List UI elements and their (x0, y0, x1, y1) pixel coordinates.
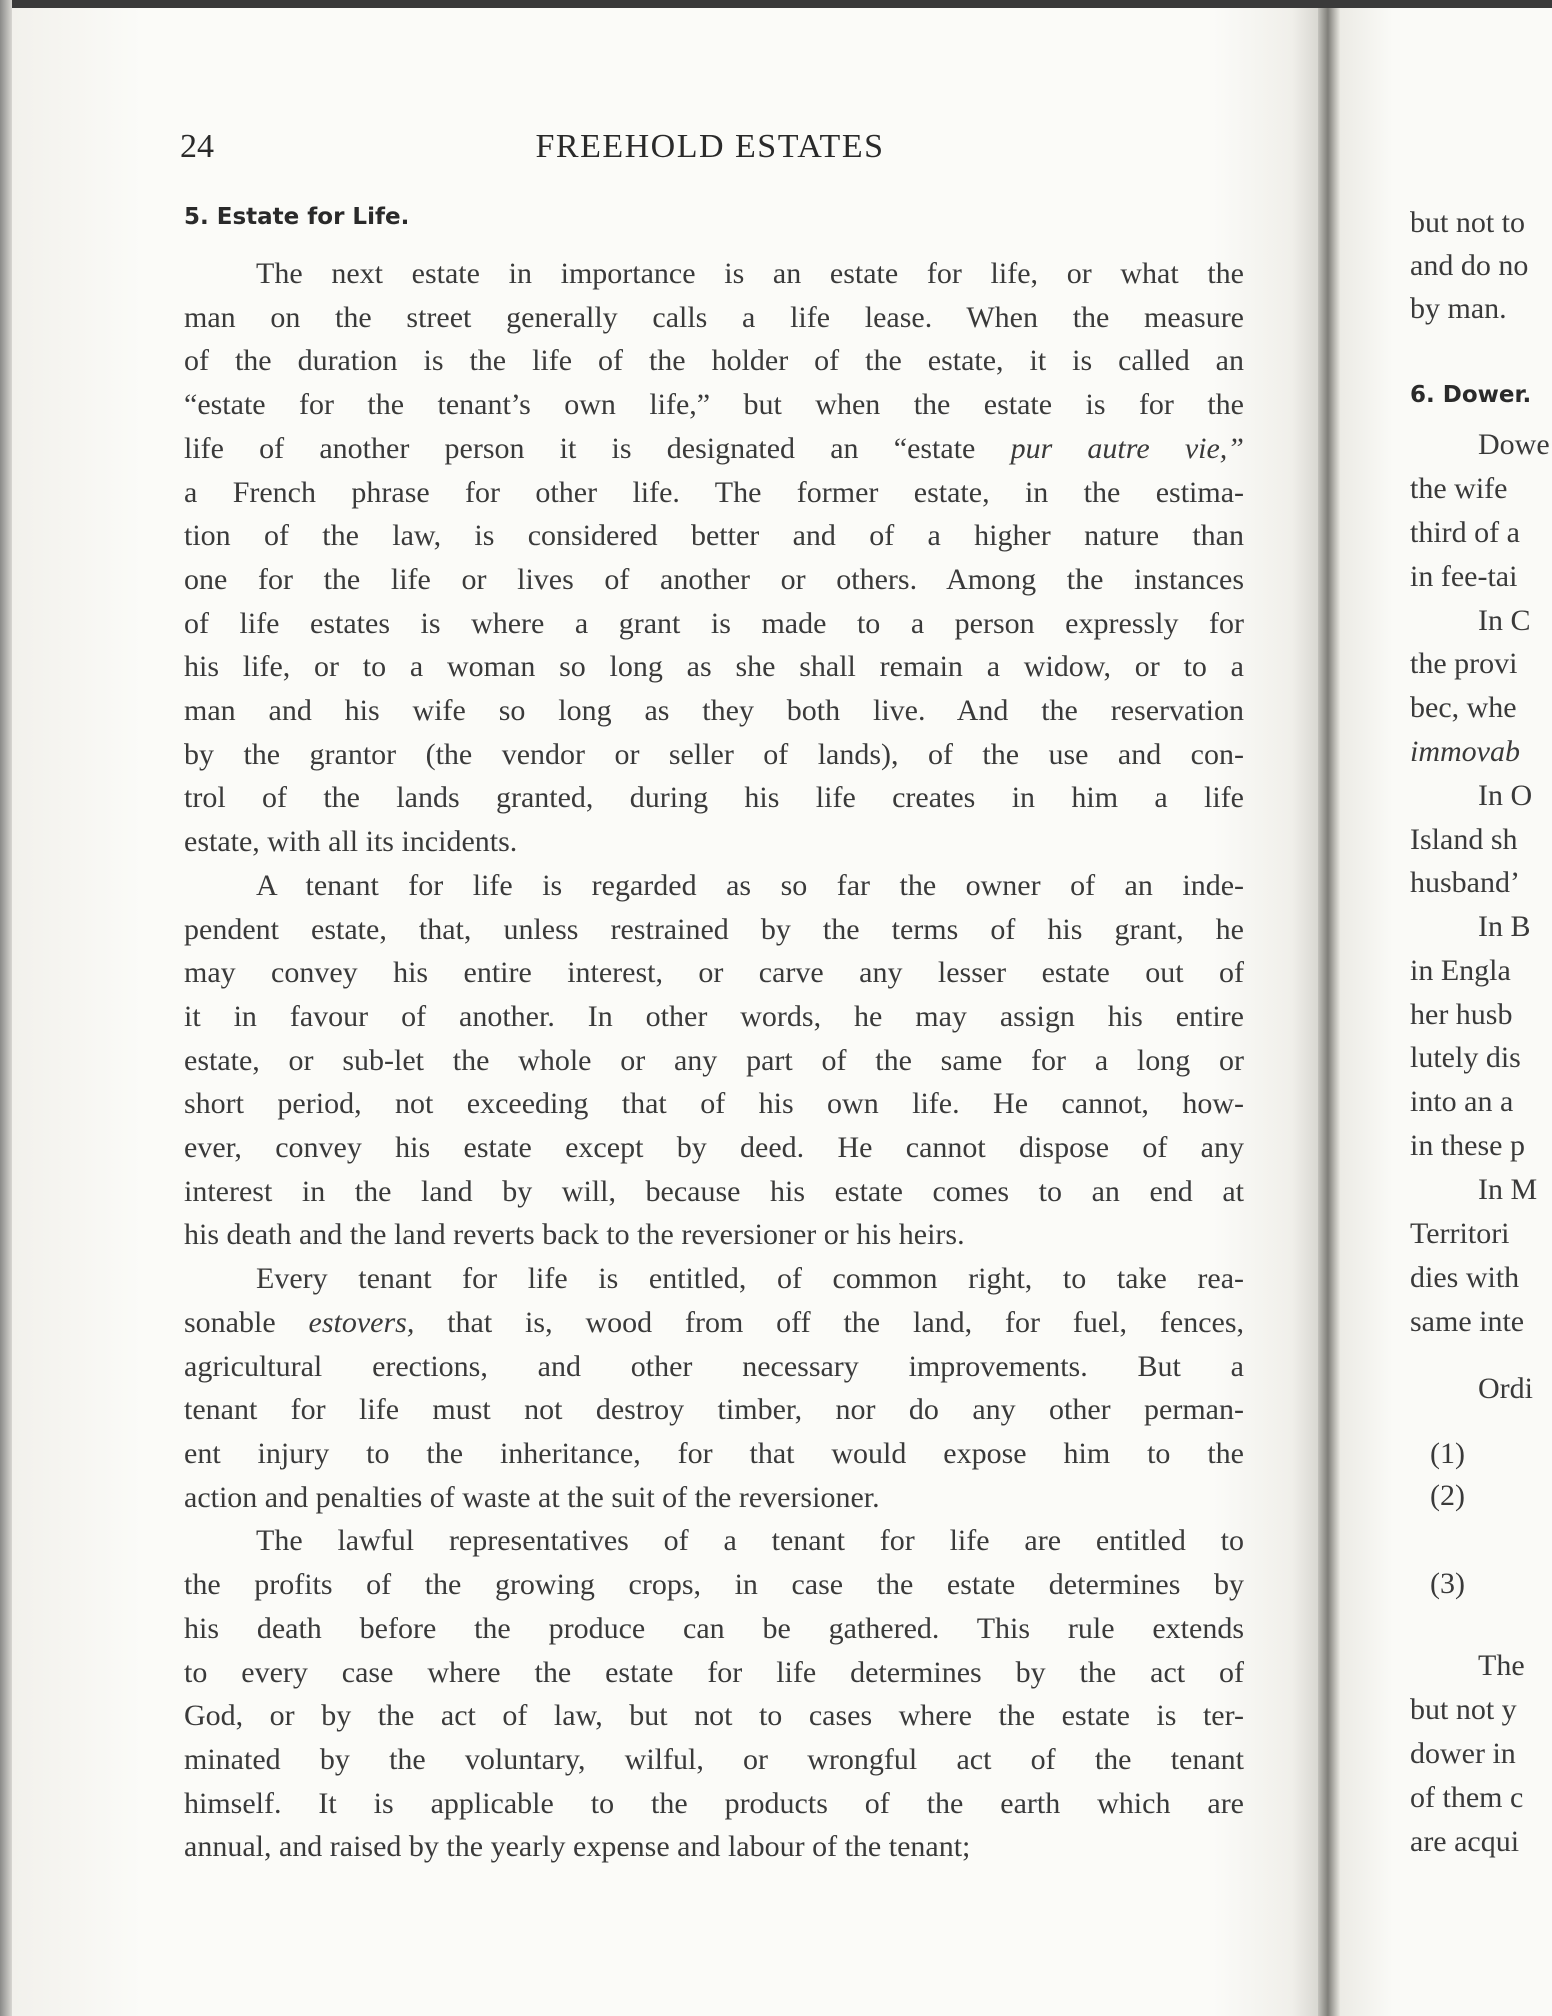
text-line: by the grantor (the vendor or seller of lands), of the use and con- (184, 737, 1244, 771)
facing-text-line: immovab (1410, 735, 1520, 768)
paragraph (184, 252, 1244, 864)
book-gutter (1318, 8, 1340, 2016)
text-line: life of another person it is designated an “estate pur autre vie,” (184, 431, 1244, 465)
text-line: action and penalties of waste at the suit of the reversioner. (184, 1480, 880, 1514)
text-line: tenant for life must not destroy timber, nor do any other perman- (184, 1393, 1244, 1427)
facing-text-line: (3) (1430, 1567, 1465, 1600)
facing-text-line: Dowe (1478, 428, 1550, 461)
facing-text-line: The (1478, 1649, 1525, 1682)
facing-text-line: (2) (1430, 1479, 1465, 1512)
text-line: pendent estate, that, unless restrained by the terms of his grant, he (184, 912, 1244, 946)
body-text (184, 252, 1244, 1869)
text-line: his death and the land reverts back to the reversioner or his heirs. (184, 1218, 965, 1252)
text-line: short period, not exceeding that of his own life. He cannot, how- (184, 1087, 1244, 1121)
text-line: may convey his entire interest, or carve any lesser estate out of (184, 956, 1244, 990)
facing-text-line: In O (1478, 779, 1533, 812)
facing-text-line: dower in (1410, 1737, 1516, 1770)
text-line: it in favour of another. In other words, he may assign his entire (184, 999, 1244, 1033)
text-line: annual, and raised by the yearly expense and labour of the tenant; (184, 1830, 971, 1864)
facing-text-line: lutely dis (1410, 1041, 1521, 1074)
facing-section-heading: 6. Dower. (1410, 382, 1532, 408)
text-line: trol of the lands granted, during his life creates in him a life (184, 781, 1244, 815)
facing-text-line: in fee-tai (1410, 560, 1518, 593)
facing-page-text (1410, 0, 1552, 2016)
facing-text-line: Island sh (1410, 823, 1518, 856)
text-line: ent injury to the inheritance, for that would expose him to the (184, 1436, 1244, 1470)
text-line: tion of the law, is considered better and of a higher nature than (184, 519, 1244, 553)
facing-text-line: but not y (1410, 1693, 1517, 1726)
text-line: sonable estovers, that is, wood from off the land, for fuel, fences, (184, 1305, 1244, 1339)
page-header (180, 128, 1240, 168)
facing-text-line: In B (1478, 910, 1531, 943)
text-line: estate, with all its incidents. (184, 825, 518, 859)
facing-text-line: In M (1478, 1173, 1538, 1206)
facing-text-line: In C (1478, 604, 1531, 637)
text-line: his death before the produce can be gathered. This rule extends (184, 1611, 1244, 1645)
text-line: A tenant for life is regarded as so far the owner of an inde- (256, 868, 1244, 902)
text-line: to every case where the estate for life determines by the act of (184, 1655, 1244, 1689)
paragraph (184, 1519, 1244, 1869)
facing-text-line: Ordi (1478, 1372, 1533, 1405)
scan-top-edge (0, 0, 1552, 8)
text-line: the profits of the growing crops, in case the estate determines by (184, 1568, 1244, 1602)
facing-text-line: by man. (1410, 292, 1507, 325)
text-line: man and his wife so long as they both live. And the reservation (184, 694, 1244, 728)
facing-text-line: in these p (1410, 1129, 1525, 1162)
section-heading: 5. Estate for Life. (184, 204, 410, 230)
text-line: of the duration is the life of the holder of the estate, it is called an (184, 344, 1244, 378)
text-line: The next estate in importance is an estate for life, or what the (256, 257, 1244, 290)
facing-text-line: and do no (1410, 249, 1529, 282)
facing-text-line: Territori (1410, 1217, 1510, 1250)
paragraph (184, 1257, 1244, 1519)
text-line: ever, convey his estate except by deed. He cannot dispose of any (184, 1131, 1244, 1165)
text-line: a French phrase for other life. The former estate, in the estima- (184, 475, 1244, 509)
facing-text-line: the provi (1410, 647, 1518, 680)
facing-text-line: bec, whe (1410, 691, 1517, 724)
running-head: FREEHOLD ESTATES (535, 128, 885, 165)
facing-text-line: into an a (1410, 1085, 1514, 1118)
facing-text-line: are acqui (1410, 1825, 1520, 1858)
facing-text-line: third of a (1410, 516, 1520, 549)
text-line: The lawful representatives of a tenant for life are entitled to (256, 1524, 1244, 1558)
text-line: interest in the land by will, because his estate comes to an end at (184, 1174, 1244, 1208)
text-line: God, or by the act of law, but not to cases where the estate is ter- (184, 1699, 1244, 1733)
paragraph (184, 864, 1244, 1257)
text-line: “estate for the tenant’s own life,” but when the estate is for the (184, 388, 1244, 422)
text-line: himself. It is applicable to the products of the earth which are (184, 1786, 1244, 1820)
facing-text-line: same inte (1410, 1305, 1525, 1338)
text-line: minated by the voluntary, wilful, or wrongful act of the tenant (184, 1742, 1244, 1776)
text-line: of life estates is where a grant is made to a person expressly for (184, 606, 1244, 640)
text-line: one for the life or lives of another or others. Among the instances (184, 562, 1244, 596)
facing-text-line: husband’ (1410, 866, 1520, 899)
facing-text-line: but not to (1410, 206, 1526, 239)
facing-text-line: dies with (1410, 1261, 1520, 1294)
page-number: 24 (180, 128, 214, 165)
scan-left-edge (0, 0, 12, 2016)
facing-text-line: the wife (1410, 472, 1508, 505)
text-line: estate, or sub-let the whole or any part of the same for a long or (184, 1043, 1244, 1077)
text-line: agricultural erections, and other necessary improvements. But a (184, 1349, 1244, 1383)
text-line: his life, or to a woman so long as she shall remain a widow, or to a (184, 650, 1244, 684)
facing-text-line: (1) (1430, 1437, 1465, 1470)
facing-text-line: her husb (1410, 998, 1513, 1031)
text-line: man on the street generally calls a life lease. When the measure (184, 300, 1244, 334)
text-line: Every tenant for life is entitled, of common right, to take rea- (256, 1262, 1244, 1296)
facing-text-line: of them c (1410, 1781, 1524, 1814)
facing-text-line: in Engla (1410, 954, 1511, 987)
